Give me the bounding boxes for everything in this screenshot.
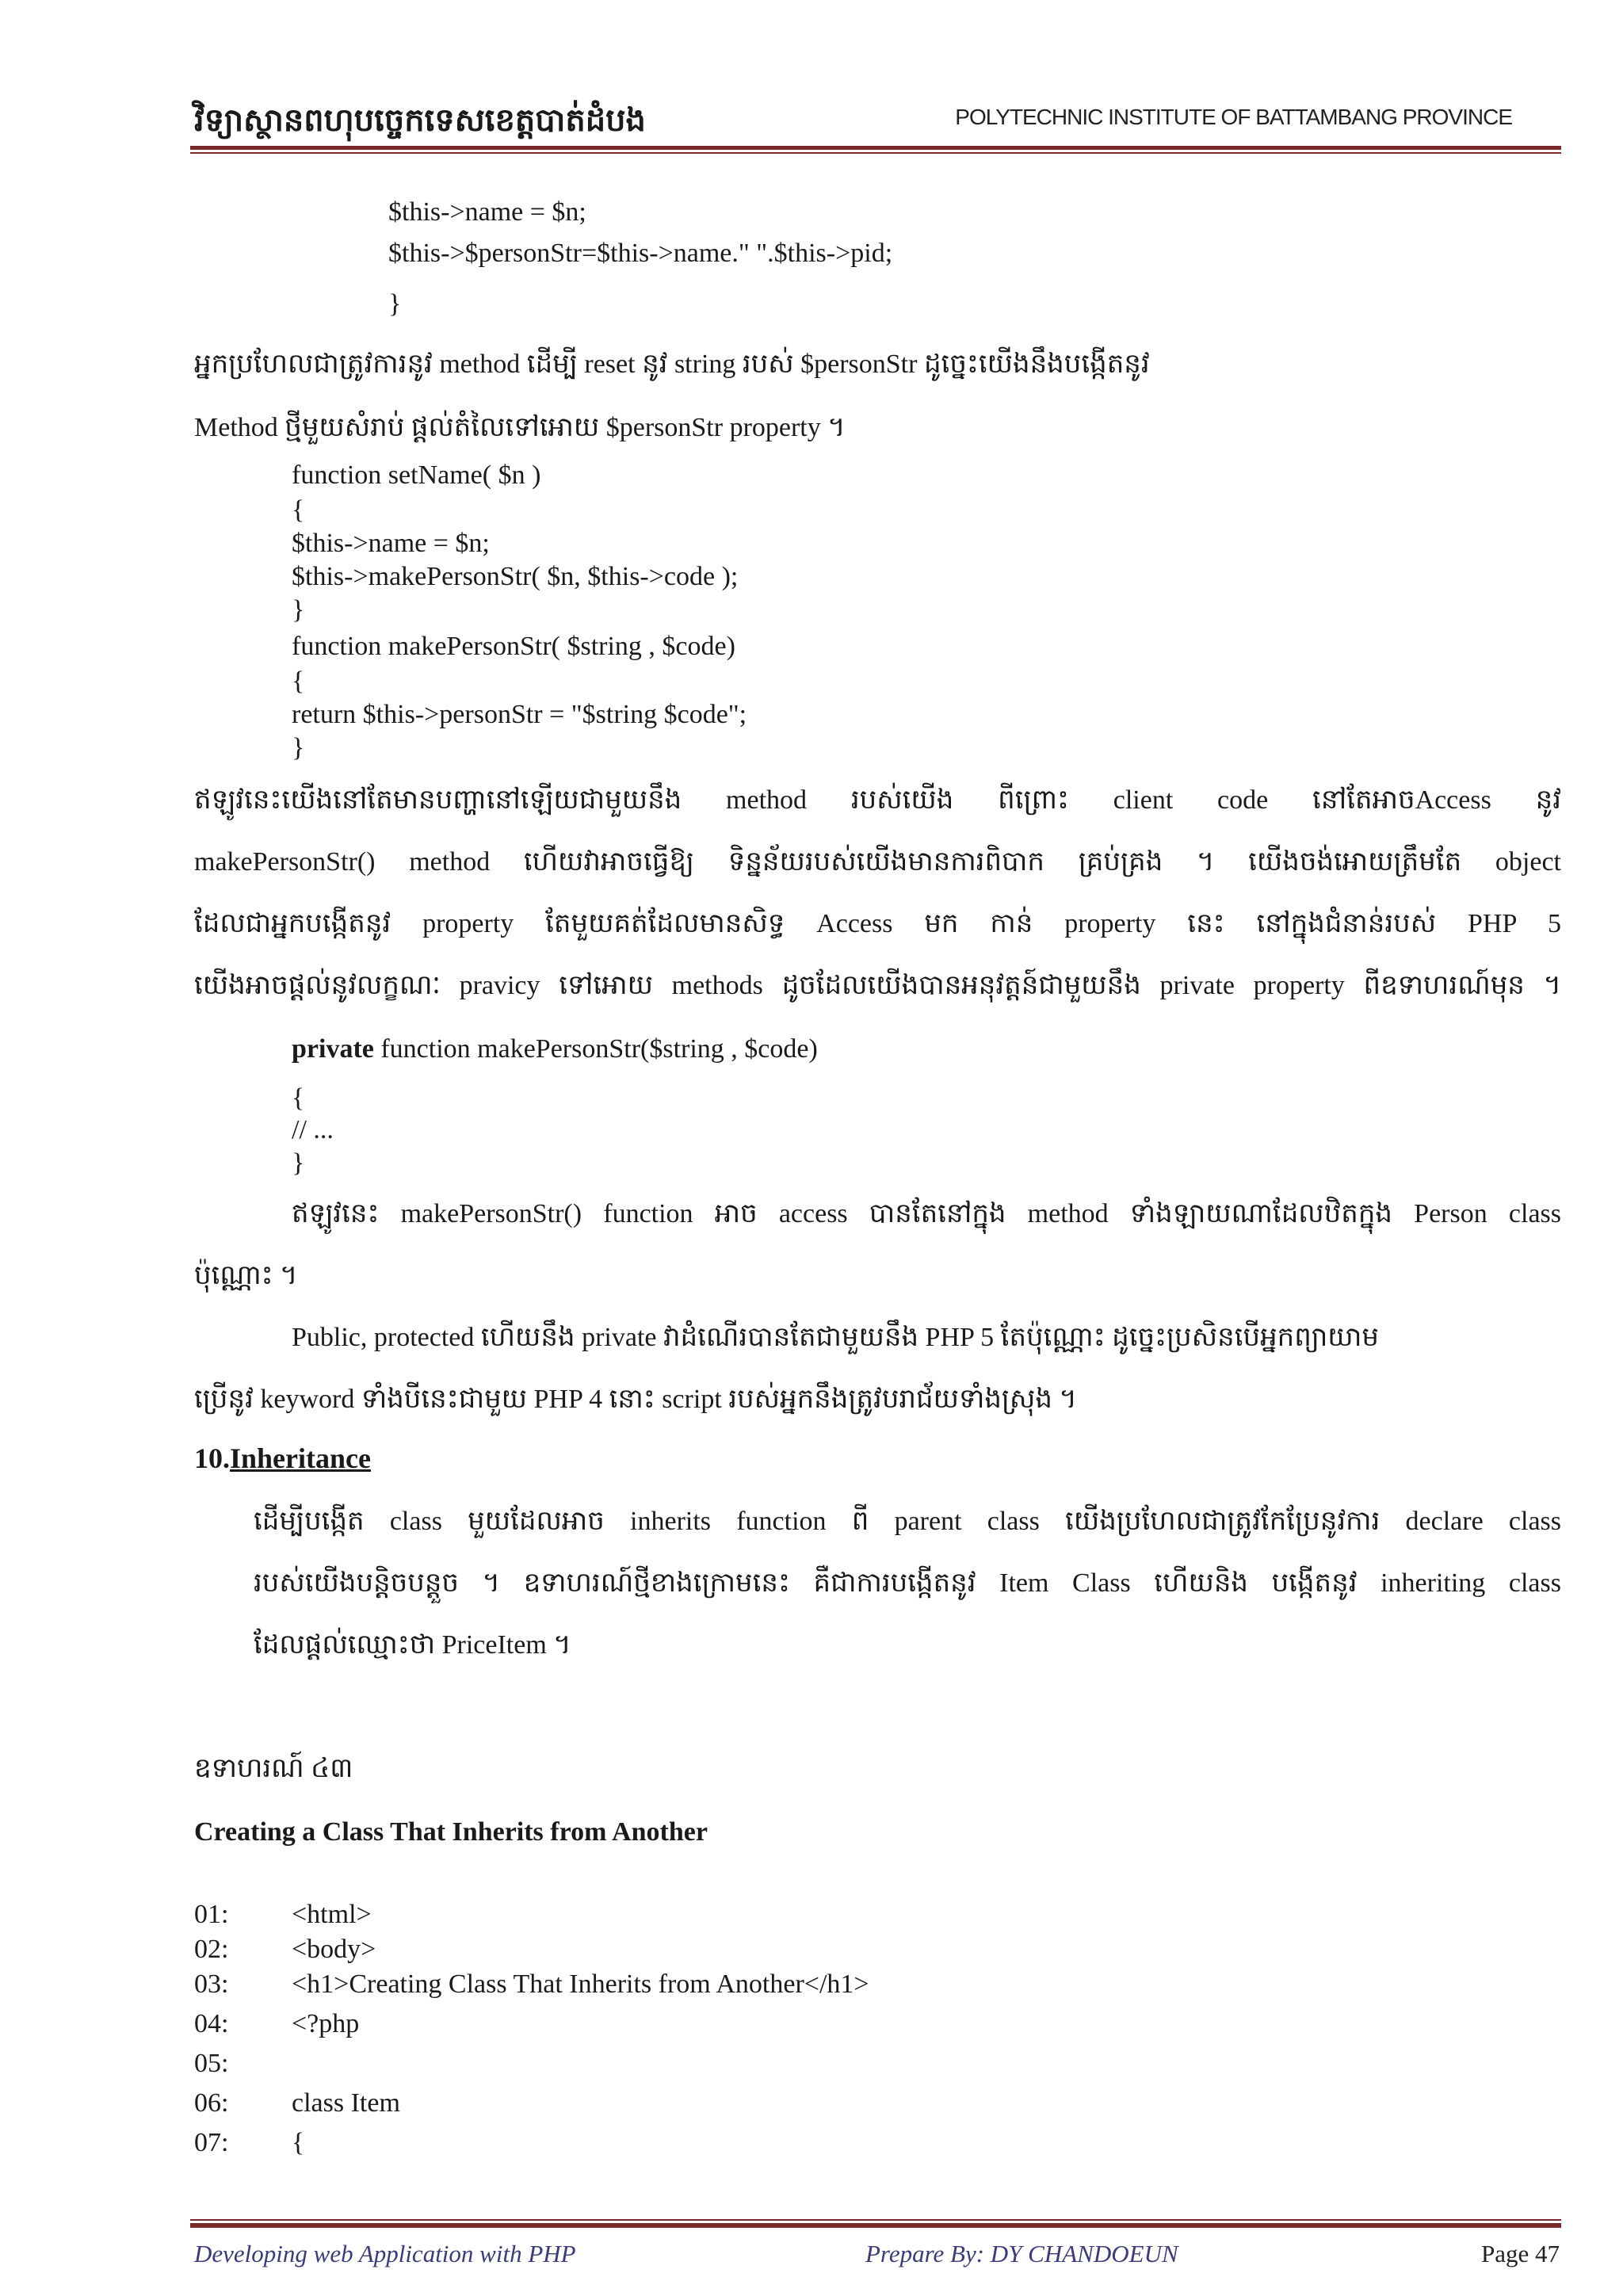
- header-rule-thick: [190, 146, 1561, 150]
- listing-code: <html>: [292, 1900, 372, 1929]
- listing-line-number: 05:: [194, 2049, 229, 2078]
- private-keyword: private: [292, 1034, 374, 1064]
- header-rule-thin: [190, 152, 1561, 154]
- code-line: $this->$personStr=$this->name." ".$this->pid;: [388, 239, 893, 268]
- listing-line-number: 06:: [194, 2088, 229, 2118]
- section-heading: [194, 1441, 371, 1476]
- paragraph-line: របស់យើងបន្តិចបន្តួច ។ ឧទាហរណ៍ថ្មីខាងក្រោមនេះ គឺជាការបង្កើតនូវ Item Class ហើយនិង បង្កើតនូវ inheriting class: [254, 1568, 1561, 1598]
- footer-rule-thin: [190, 2219, 1561, 2221]
- paragraph-line: ឥឡូវនេះ makePersonStr() function អាច access បានតែនៅក្នុង method ទាំងឡាយណាដែលឋិតក្នុង Person class: [292, 1199, 1561, 1228]
- listing-code: class Item: [292, 2088, 400, 2118]
- paragraph-line: អ្នកប្រហែលជាត្រូវការនូវ method ដើម្បី reset នូវ string របស់ $personStr ដូច្នេះយើងនឹងបង្កើតនូវ: [194, 350, 1150, 379]
- code-line: {: [292, 1083, 305, 1113]
- code-line: function setName( $n ): [292, 460, 541, 490]
- code-line: }: [292, 595, 305, 625]
- code-line: // ...: [292, 1115, 334, 1144]
- section-number: 10.: [194, 1442, 230, 1474]
- code-line: {: [292, 667, 305, 696]
- code-line: $this->name = $n;: [292, 529, 490, 558]
- listing-code: {: [292, 2128, 305, 2157]
- paragraph-line: makePersonStr() method ហើយវាអាចធ្វើឱ្យ ទិន្នន័យរបស់យើងមានការពិបាក គ្រប់គ្រង ។ យើងចង់អោយត្រឹមតែ object: [194, 847, 1561, 877]
- paragraph-line: យើងអាចផ្តល់នូវលក្ខណៈ pravicy ទៅអោយ methods ដូចដែលយើងបានអនុវត្តន៍ជាមួយនឹង private property ពីឧទាហរណ៍មុន ។: [194, 971, 1561, 1000]
- listing-code: <?php: [292, 2009, 360, 2038]
- footer-rule-thick: [190, 2223, 1561, 2228]
- paragraph-line: ប្រើនូវ keyword ទាំងបីនេះជាមួយ PHP 4 នោះ script របស់អ្នកនឹងត្រូវបរាជ័យទាំងស្រុង ។: [194, 1385, 1077, 1414]
- code-line: {: [292, 495, 305, 525]
- code-line: }: [292, 733, 305, 762]
- listing-code: <body>: [292, 1935, 376, 1964]
- listing-line-number: 07:: [194, 2128, 229, 2157]
- code-line: }: [292, 1148, 305, 1178]
- example-title: Creating a Class That Inherits from Another: [194, 1817, 708, 1847]
- code-line: [292, 1032, 818, 1067]
- code-line: }: [388, 289, 402, 319]
- footer-page-number: Page 47: [1480, 2240, 1560, 2267]
- paragraph-line: ដើម្បីបង្កើត class មួយដែលអាច inherits function ពី parent class យើងប្រហែលជាត្រូវកែប្រែនូវការ declare class: [254, 1507, 1561, 1536]
- header-khmer-title: វិទ្យាស្ថានពហុបច្ចេកទេសខេត្តបាត់ដំបង: [194, 102, 646, 139]
- listing-line-number: 01:: [194, 1900, 229, 1929]
- listing-code: <h1>Creating Class That Inherits from Another</h1>: [292, 1969, 869, 1999]
- code-line: function makePersonStr( $string , $code): [292, 632, 735, 661]
- code-line: return $this->personStr = "$string $code";: [292, 700, 747, 729]
- paragraph-line: Public, protected ហើយនឹង private វាដំណើរបានតែជាមួយនឹង PHP 5 តែប៉ុណ្ណោះ ដូច្នេះប្រសិនបើអ្នកព្យាយាម: [292, 1323, 1379, 1352]
- code-line: $this->name = $n;: [388, 197, 586, 227]
- listing-line-number: 03:: [194, 1969, 229, 1999]
- paragraph-line: ប៉ុណ្ណោះ ។: [194, 1261, 298, 1290]
- paragraph-line: ដែលផ្តល់ឈ្មោះថា PriceItem ។: [254, 1630, 571, 1660]
- example-label: ឧទាហរណ៍ ៤៣: [194, 1754, 353, 1783]
- paragraph-line: Method ថ្មីមួយសំរាប់ ផ្តល់តំលៃទៅអោយ $personStr property ។: [194, 413, 846, 442]
- code-line: $this->makePersonStr( $n, $this->code );: [292, 562, 739, 591]
- paragraph-line: ឥឡូវនេះយើងនៅតែមានបញ្ហានៅឡើយជាមួយនឹង method របស់យើង ពីព្រោះ client code នៅតែអាចAccess នូវ: [194, 785, 1561, 815]
- footer-author: Prepare By: DY CHANDOEUN: [865, 2240, 1178, 2267]
- header-english-title: POLYTECHNIC INSTITUTE OF BATTAMBANG PROVINCE: [955, 105, 1512, 129]
- section-title: Inheritance: [230, 1442, 371, 1474]
- listing-line-number: 04:: [194, 2009, 229, 2038]
- code-line-rest: function makePersonStr($string , $code): [373, 1034, 818, 1064]
- footer-course-title: Developing web Application with PHP: [194, 2240, 576, 2267]
- paragraph-line: ដែលជាអ្នកបង្កើតនូវ property តែមួយគត់ដែលមានសិទ្ធ Access មក កាន់ property នេះ នៅក្នុងជំនាន់របស់ PHP 5: [194, 909, 1561, 938]
- listing-line-number: 02:: [194, 1935, 229, 1964]
